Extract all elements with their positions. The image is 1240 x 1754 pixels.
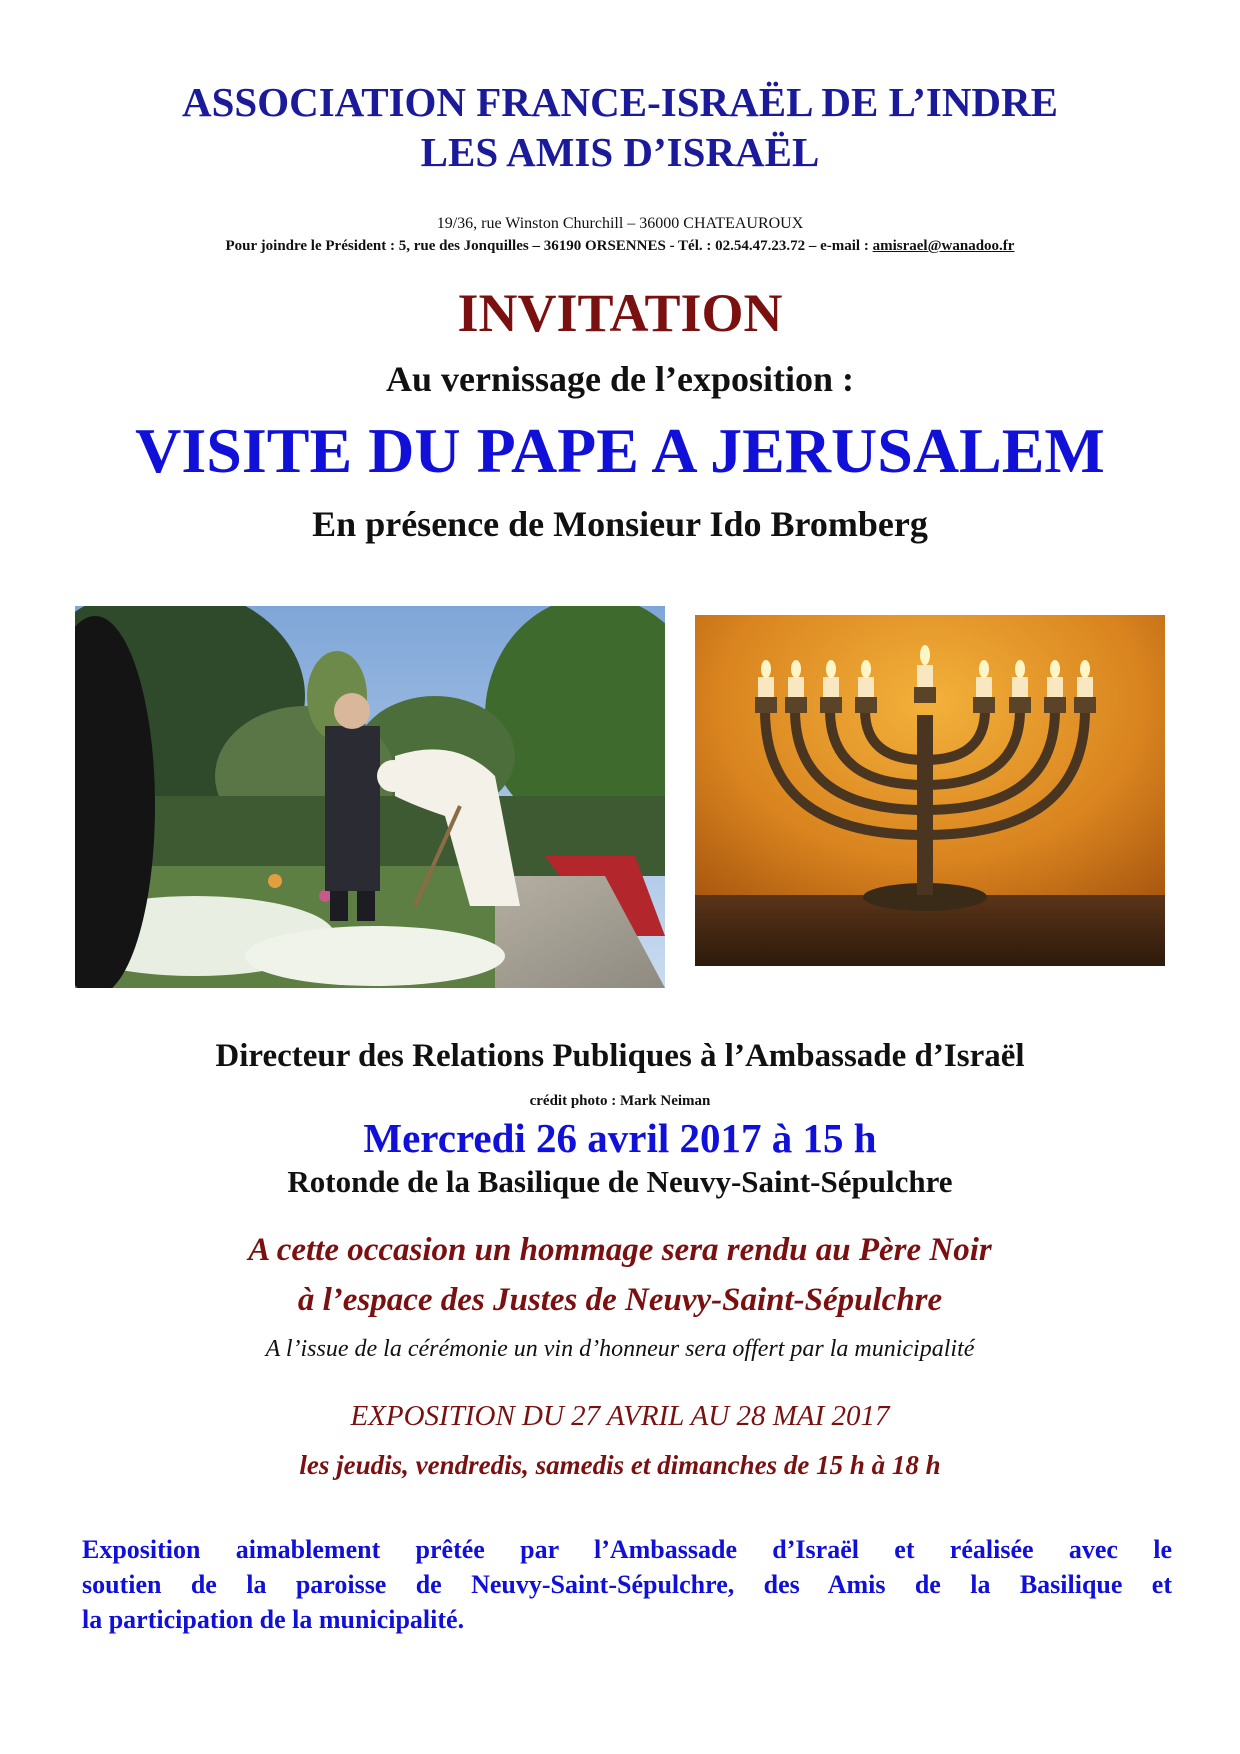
photo-credit: crédit photo : Mark Neiman — [529, 1093, 711, 1109]
footer-acknowledgement — [82, 1532, 1172, 1637]
footer-line-1: Exposition aimablement prêtée par l’Ambassade d’Israël et réalisée avec le — [82, 1535, 1172, 1564]
exhibition-dates: EXPOSITION DU 27 AVRIL AU 28 MAI 2017 — [350, 1400, 890, 1432]
vernissage-subtitle: Au vernissage de l’exposition : — [386, 359, 854, 399]
organization-subtitle: LES AMIS D’ISRAËL — [420, 129, 820, 175]
address-line: 19/36, rue Winston Churchill – 36000 CHATEAUROUX — [436, 215, 804, 232]
footer-line-2: soutien de la paroisse de Neuvy-Saint-Sépulchre, des Amis de la Basilique et — [82, 1570, 1172, 1599]
garden-tree-planting-photo — [75, 606, 665, 988]
contact-text: Pour joindre le Président : 5, rue des Jonquilles – 36190 ORSENNES - Tél. : 02.54.47.23.72 – e-mail : — [225, 238, 873, 254]
event-venue: Rotonde de la Basilique de Neuvy-Saint-Sépulchre — [287, 1164, 953, 1199]
hommage-line-1: A cette occasion un hommage sera rendu au Père Noir — [248, 1232, 992, 1268]
exhibition-title: VISITE DU PAPE A JERUSALEM — [135, 415, 1105, 486]
contact-line — [0, 238, 1240, 255]
presence-line: En présence de Monsieur Ido Bromberg — [312, 504, 928, 544]
organization-name: ASSOCIATION FRANCE-ISRAËL DE L’INDRE — [182, 79, 1058, 125]
opening-hours: les jeudis, vendredis, samedis et dimanches de 15 h à 18 h — [299, 1450, 941, 1480]
event-date: Mercredi 26 avril 2017 à 15 h — [363, 1115, 877, 1161]
vin-honneur-note: A l’issue de la cérémonie un vin d’honneur sera offert par la municipalité — [265, 1336, 975, 1362]
invitation-title: INVITATION — [457, 283, 783, 343]
email-link[interactable]: amisrael@wanadoo.fr — [872, 238, 1015, 254]
hommage-line-2: à l’espace des Justes de Neuvy-Saint-Sépulchre — [297, 1282, 943, 1318]
menorah-photo — [695, 615, 1165, 966]
director-title: Directeur des Relations Publiques à l’Ambassade d’Israël — [215, 1038, 1025, 1074]
footer-line-3: la participation de la municipalité. — [82, 1605, 465, 1634]
